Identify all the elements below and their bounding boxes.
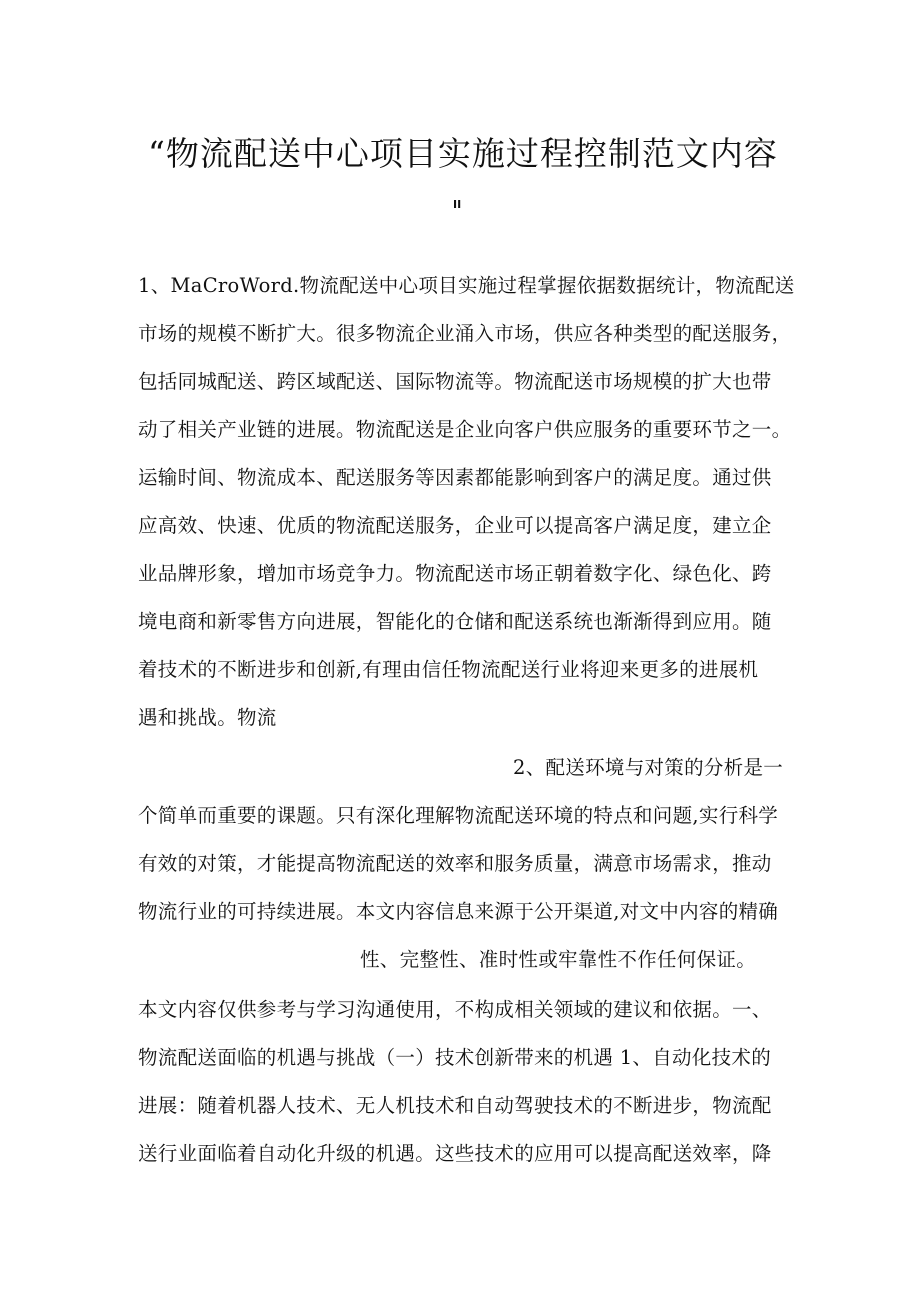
text-line: 业品牌形象，增加市场竞争力。物流配送市场正朝着数字化、绿色化、跨 [138,562,772,585]
text-line: 送行业面临着自动化升级的机遇。这些技术的应用可以提高配送效率，降 [138,1142,772,1165]
text-line: 物流行业的可持续进展。本文内容信息来源于公开渠道,对文中内容的精确 [138,900,779,923]
text-line: 运输时间、物流成本、配送服务等因素都能影响到客户的满足度。通过供 [138,466,772,489]
title-mark: II [453,198,462,211]
text-line: 应高效、快速、优质的物流配送服务，企业可以提高客户满足度，建立企 [138,514,772,537]
text-line: 遇和挑战。物流 [138,706,277,729]
text-line: 境电商和新零售方向进展，智能化的仓储和配送系统也渐渐得到应用。随 [138,610,772,633]
text-line: 动了相关产业链的进展。物流配送是企业向客户供应服务的重要环节之一。 [138,418,792,441]
text-line: 本文内容仅供参考与学习沟通使用，不构成相关领域的建议和依据。一、 [138,998,772,1021]
text-line: 性、完整性、准时性或牢靠性不作任何保证。 [360,948,757,971]
text-line: 市场的规模不断扩大。很多物流企业涌入市场，供应各种类型的配送服务， [138,322,792,345]
text-line: 2、配送环境与对策的分析是一 [513,756,784,779]
text-line: 包括同城配送、跨区域配送、国际物流等。物流配送市场规模的扩大也带 [138,370,772,393]
text-line: 着技术的不断进步和创新,有理由信任物流配送行业将迎来更多的进展机 [138,658,759,681]
text-line: 1、MaCroWord.物流配送中心项目实施过程掌握依据数据统计，物流配送 [138,274,795,297]
text-line: 进展：随着机器人技术、无人机技术和自动驾驶技术的不断进步，物流配 [138,1094,772,1117]
text-line: 个简单而重要的课题。只有深化理解物流配送环境的特点和问题,实行科学 [138,804,779,827]
document-title: “物流配送中心项目实施过程控制范文内容 [148,134,778,173]
text-line: 有效的对策，才能提高物流配送的效率和服务质量，满意市场需求，推动 [138,852,772,875]
text-line: 物流配送面临的机遇与挑战（一）技术创新带来的机遇 1、自动化技术的 [138,1046,772,1069]
